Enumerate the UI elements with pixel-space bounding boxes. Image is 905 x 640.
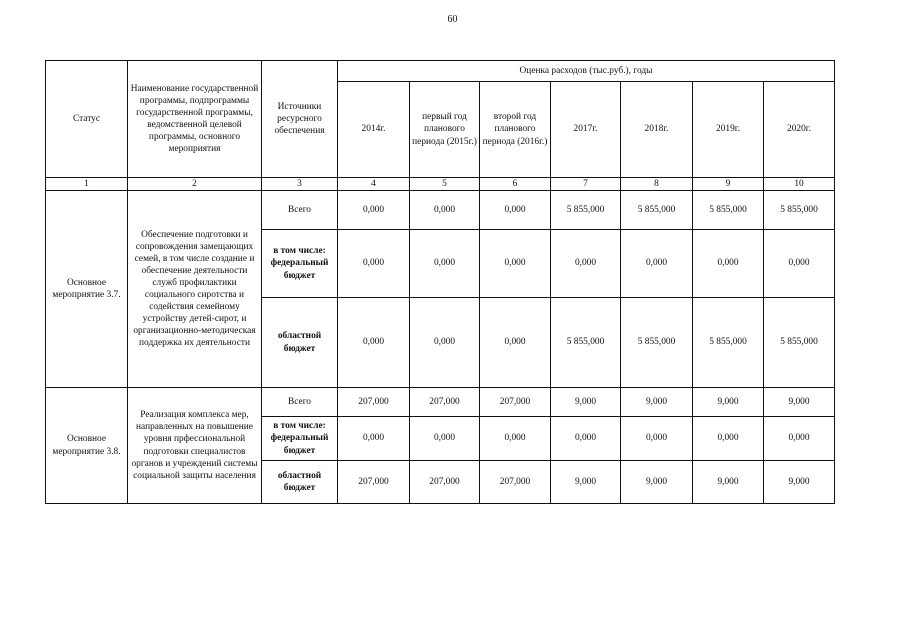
column-index: 9 [693,178,764,191]
column-index: 3 [262,178,338,191]
value-cell: 0,000 [551,417,621,461]
value-cell: 0,000 [338,230,410,298]
column-index-row [46,178,835,191]
value-cell: 0,000 [338,417,410,461]
value-cell: 9,000 [621,461,693,504]
value-cell: 207,000 [338,388,410,417]
header-sources: Источники ресурсного обеспечения [262,61,338,178]
value-cell: 0,000 [480,191,551,230]
value-cell: 0,000 [410,191,480,230]
value-cell: 5 855,000 [764,191,835,230]
column-index: 1 [46,178,128,191]
header-status: Статус [46,61,128,178]
value-cell: 9,000 [764,388,835,417]
value-cell: 0,000 [480,298,551,388]
value-cell: 0,000 [764,230,835,298]
header-year: 2020г. [764,82,835,178]
value-cell: 9,000 [551,388,621,417]
value-cell: 0,000 [621,417,693,461]
table-row [46,388,835,417]
header-year: 2019г. [693,82,764,178]
column-index: 2 [128,178,262,191]
value-cell: 5 855,000 [551,298,621,388]
column-index: 8 [621,178,693,191]
value-cell: 0,000 [551,230,621,298]
value-cell: 207,000 [338,461,410,504]
value-cell: 207,000 [480,461,551,504]
source-cell: в том числе: федеральный бюджет [262,230,338,298]
value-cell: 5 855,000 [621,191,693,230]
value-cell: 0,000 [410,230,480,298]
status-cell: Основное мероприятие 3.8. [46,388,128,504]
value-cell: 9,000 [551,461,621,504]
value-cell: 0,000 [693,417,764,461]
description-cell: Обеспечение подготовки и сопровождения замещающих семей, в том числе создание и обеспечение деятельности служб профилактики социального сиротства и содействия семейному устройству детей-сирот, и организационно-методическая поддержка их деятельности [128,191,262,388]
table-row [46,191,835,230]
value-cell: 5 855,000 [764,298,835,388]
value-cell: 207,000 [480,388,551,417]
value-cell: 5 855,000 [551,191,621,230]
page-number: 60 [447,14,458,25]
value-cell: 9,000 [693,388,764,417]
header-row [46,61,835,82]
value-cell: 0,000 [410,298,480,388]
description-cell: Реализация комплекса мер, направленных на повышение уровня прфессиональной подготовки специалистов органов и учреждений системы социальной защиты населения [128,388,262,504]
header-year: 2014г. [338,82,410,178]
column-index: 5 [410,178,480,191]
value-cell: 0,000 [480,230,551,298]
source-cell: областной бюджет [262,298,338,388]
value-cell: 207,000 [410,388,480,417]
status-cell: Основное мероприятие 3.7. [46,191,128,388]
header-name: Наименование государственной программы, подпрограммы государственной программы, ведомственной целевой программы, основного мероприятия [128,61,262,178]
value-cell: 0,000 [693,230,764,298]
value-cell: 0,000 [338,191,410,230]
header-year: 2018г. [621,82,693,178]
budget-table [45,60,835,504]
header-year: первый год планового периода (2015г.) [410,82,480,178]
value-cell: 5 855,000 [693,298,764,388]
value-cell: 0,000 [764,417,835,461]
value-cell: 5 855,000 [693,191,764,230]
column-index: 6 [480,178,551,191]
value-cell: 9,000 [764,461,835,504]
source-cell: Всего [262,388,338,417]
value-cell: 0,000 [480,417,551,461]
column-index: 10 [764,178,835,191]
column-index: 4 [338,178,410,191]
header-year: 2017г. [551,82,621,178]
header-year: второй год планового периода (2016г.) [480,82,551,178]
source-cell: областной бюджет [262,461,338,504]
column-index: 7 [551,178,621,191]
source-cell: Всего [262,191,338,230]
value-cell: 9,000 [693,461,764,504]
source-cell: в том числе: федеральный бюджет [262,417,338,461]
value-cell: 0,000 [410,417,480,461]
value-cell: 0,000 [338,298,410,388]
value-cell: 207,000 [410,461,480,504]
value-cell: 5 855,000 [621,298,693,388]
header-estimate: Оценка расходов (тыс.руб.), годы [338,61,835,82]
value-cell: 9,000 [621,388,693,417]
value-cell: 0,000 [621,230,693,298]
